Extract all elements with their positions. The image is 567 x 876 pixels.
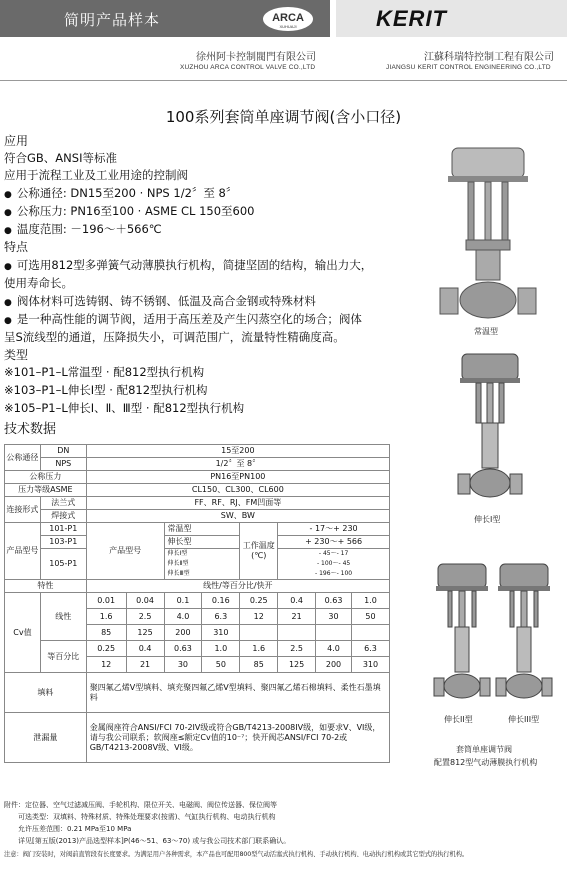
cv-cell: 21 <box>278 609 316 625</box>
cv-cell: 6.3 <box>202 609 240 625</box>
table-row <box>5 713 390 763</box>
cell-nps: NPS <box>40 458 86 471</box>
feature-continuation: 使用寿命长。 <box>4 276 73 290</box>
caption-normal: 常温型 <box>474 327 498 336</box>
table-row <box>5 536 390 549</box>
caption-ext3: 伸长III型 <box>508 715 540 724</box>
caption-ext2: 伸长II型 <box>444 715 473 724</box>
cv-cell: 2.5 <box>278 641 316 657</box>
footnote: 详见[第五版(2013)产品选型样本]P(46～51、63～70) 或与我公司技术部门联系确认。 <box>18 837 291 845</box>
cell-pc-value: CL150、CL300、CL600 <box>86 484 389 497</box>
table-row <box>5 510 390 523</box>
arca-logo-text: ARCA <box>272 12 304 24</box>
cv-cell: 0.1 <box>164 593 202 609</box>
cv-cell: 200 <box>316 657 352 673</box>
kerit-logo: KERIT <box>376 6 447 31</box>
application-line: 应用于流程工业及工业用途的控制阀 <box>4 168 188 182</box>
cv-cell: 30 <box>164 657 202 673</box>
cell-model-1: 101-P1 <box>40 523 86 536</box>
cv-cell: 310 <box>351 657 389 673</box>
cv-cell: 85 <box>240 657 278 673</box>
cell-flange-value: FF、RF、RJ、FM凹面等 <box>86 497 389 510</box>
type-ext1: 伸长Ⅰ型 <box>167 550 188 557</box>
caption-bottom-2: 配置812型气动薄膜执行机构 <box>434 758 538 767</box>
type-ext2: 伸长Ⅱ型 <box>167 560 189 567</box>
type-item: ※103–P1–L伸长Ⅰ型 · 配812型执行机构 <box>4 383 208 397</box>
catalog-title: 简明产品样本 <box>64 11 161 29</box>
cv-cell: 125 <box>278 657 316 673</box>
cv-cell: 0.4 <box>278 593 316 609</box>
cv-cell: 0.01 <box>86 593 126 609</box>
application-line: 符合GB、ANSI等标准 <box>4 151 117 165</box>
cv-cell: 1.6 <box>240 641 278 657</box>
feature-bullet: ● 阀体材料可选铸钢、铸不锈钢、低温及高合金钢或特殊材料 <box>4 294 316 311</box>
company-right-en: JIANGSU KERIT CONTROL ENGINEERING CO.,LTD <box>386 64 551 71</box>
cv-cell: 4.0 <box>164 609 202 625</box>
cell-model: 产品型号 <box>5 523 41 580</box>
cv-cell <box>351 625 389 641</box>
cell-linear: 线性 <box>40 593 86 641</box>
cell-pressure-class: 压力等级ASME <box>5 484 87 497</box>
cell-range-345 <box>278 549 390 580</box>
cell-work-temp: 工作温度(℃) <box>240 523 278 580</box>
cv-cell: 1.0 <box>351 593 389 609</box>
cv-cell: 85 <box>86 625 126 641</box>
table-row <box>5 673 390 713</box>
cv-cell: 0.4 <box>126 641 164 657</box>
table-row <box>5 497 390 510</box>
caption-ext1: 伸长I型 <box>474 515 501 524</box>
cv-cell: 0.25 <box>240 593 278 609</box>
cell-model-2: 103-P1 <box>40 536 86 549</box>
header-divider <box>0 80 567 81</box>
company-right-cn: 江蘇科瑞特控制工程有限公司 <box>424 52 554 63</box>
feature-bullet: ● 可选用812型多弹簧气动薄膜执行机构，简捷坚固的结构，输出力大， <box>4 258 372 275</box>
table-row <box>5 593 390 609</box>
header-right-band <box>336 0 567 37</box>
cell-dn: DN <box>40 445 86 458</box>
arca-logo <box>262 6 314 32</box>
company-left-en: XUZHOU ARCA CONTROL VALVE CO.,LTD <box>180 64 316 71</box>
cv-cell: 6.3 <box>351 641 389 657</box>
table-row <box>5 445 390 458</box>
table-row <box>5 549 390 580</box>
cv-cell: 50 <box>351 609 389 625</box>
footnote: 可选类型：双填料、特殊材质、特殊处理要求(按需)、气缸执行机构、电动执行机构 <box>18 813 276 821</box>
arca-logo-sub: XUHUAJI <box>279 24 297 29</box>
cell-product-model: 产品型号 <box>86 523 164 580</box>
range-5: - 196～- 100 <box>315 570 353 577</box>
cell-type-normal: 常温型 <box>164 523 240 536</box>
cell-packing-value: 聚四氟乙烯V型填料、填充聚四氟乙烯V型填料、聚四氟乙烯石棉填料、柔性石墨填料 <box>86 673 389 713</box>
cv-cell: 0.63 <box>316 593 352 609</box>
table-row <box>5 523 390 536</box>
footnote: 允许压差范围：0.21 MPa至10 MPa <box>18 825 132 833</box>
page-title: 100系列套筒单座调节阀(含小口径) <box>165 108 402 126</box>
cell-dn-value: 15至200 <box>86 445 389 458</box>
cv-cell <box>278 625 316 641</box>
cv-cell: 0.63 <box>164 641 202 657</box>
cell-np-value: PN16至PN100 <box>86 471 389 484</box>
cv-cell: 12 <box>86 657 126 673</box>
cell-cv: Cv值 <box>5 593 41 673</box>
cv-cell: 21 <box>126 657 164 673</box>
cell-range-2: + 230～+ 566 <box>278 536 390 549</box>
cv-cell: 125 <box>126 625 164 641</box>
type-item: ※101–P1–L常温型 · 配812型执行机构 <box>4 365 205 379</box>
application-bullet: ● 温度范围: －196～＋566℃ <box>4 222 162 239</box>
cv-cell <box>240 625 278 641</box>
cv-cell: 50 <box>202 657 240 673</box>
cell-eqpct: 等百分比 <box>40 641 86 673</box>
table-row <box>5 471 390 484</box>
cv-cell: 0.25 <box>86 641 126 657</box>
cv-cell: 310 <box>202 625 240 641</box>
types-heading: 类型 <box>4 348 29 362</box>
cell-nominal-pressure: 公称压力 <box>5 471 87 484</box>
cv-cell: 2.5 <box>126 609 164 625</box>
cell-model-3: 105-P1 <box>40 549 86 580</box>
cell-nps-value: 1/2〞至 8〞 <box>86 458 389 471</box>
valve-ext1-image <box>456 348 524 508</box>
table-row <box>5 641 390 657</box>
spec-table <box>4 444 390 763</box>
cv-cell: 30 <box>316 609 352 625</box>
table-row <box>5 458 390 471</box>
cv-cell: 4.0 <box>316 641 352 657</box>
cv-cell: 0.16 <box>202 593 240 609</box>
application-bullet: ● 公称压力: PN16至100 · ASME CL 150至600 <box>4 204 254 221</box>
table-row <box>5 484 390 497</box>
cv-cell: 1.6 <box>86 609 126 625</box>
cv-cell: 0.04 <box>126 593 164 609</box>
cell-type-ext-123 <box>164 549 240 580</box>
footnote-note: 注意：阀门安装时，对阀前直管段有长度要求。为满足用户各种需求，本产品也可配用800型气动活塞式执行机构、手动执行机构、电动执行机构或其它型式的执行机构。 <box>4 851 469 858</box>
valve-ext3-image <box>494 560 554 710</box>
features-heading: 特点 <box>4 240 29 254</box>
cv-cell: 200 <box>164 625 202 641</box>
range-3: - 45～- 17 <box>318 550 349 557</box>
cell-characteristic: 特性 <box>5 580 87 593</box>
feature-bullet: ● 是一种高性能的调节阀，适用于高压差及产生闪蒸空化的场合；阀体 <box>4 312 362 329</box>
cell-packing: 填料 <box>5 673 87 713</box>
range-4: - 100～- 45 <box>316 560 351 567</box>
cell-flange: 法兰式 <box>40 497 86 510</box>
cv-cell: 12 <box>240 609 278 625</box>
header-left-band <box>0 0 330 37</box>
type-item: ※105–P1–L伸长Ⅰ、Ⅱ、Ⅲ型 · 配812型执行机构 <box>4 401 245 415</box>
cell-weld: 焊接式 <box>40 510 86 523</box>
application-bullet: ● 公称通径: DN15至200 · NPS 1/2〞至 8〞 <box>4 186 237 203</box>
cell-leakage-value: 金属阀座符合ANSI/FCI 70-2IV级或符合GB/T4213-2008IV级，如要求V、VI级，请与我公司联系；软阀座≤额定Cv值的10⁻⁷；快开阀芯ANSI/FCI 70-2或GB/T4213-2008V级、VI级。 <box>86 713 389 763</box>
cell-connection: 连接形式 <box>5 497 41 523</box>
cell-range-1: - 17～+ 230 <box>278 523 390 536</box>
table-row <box>5 580 390 593</box>
type-ext3: 伸长Ⅲ型 <box>167 570 190 577</box>
cv-cell: 1.0 <box>202 641 240 657</box>
cell-type-ext: 伸长型 <box>164 536 240 549</box>
cell-nominal-size: 公称通径 <box>5 445 41 471</box>
feature-continuation: 呈S流线型的通道，压降损失小，可调范围广，流量特性精确度高。 <box>4 330 345 344</box>
company-left-cn: 徐州阿卡控制閥門有限公司 <box>196 52 316 63</box>
cv-cell <box>316 625 352 641</box>
cell-leakage: 泄漏量 <box>5 713 87 763</box>
cell-char-value: 线性/等百分比/快开 <box>86 580 389 593</box>
cell-weld-value: SW、BW <box>86 510 389 523</box>
footnote: 附件：定位器、空气过滤减压阀、手轮机构、限位开关、电磁阀、阀位传送器、保位阀等 <box>4 801 277 809</box>
application-heading: 应用 <box>4 134 29 148</box>
tech-data-heading: 技术数据 <box>4 422 57 437</box>
caption-bottom-1: 套筒单座调节阀 <box>456 745 512 754</box>
valve-normal-image <box>438 140 538 330</box>
valve-ext2-image <box>432 560 492 710</box>
